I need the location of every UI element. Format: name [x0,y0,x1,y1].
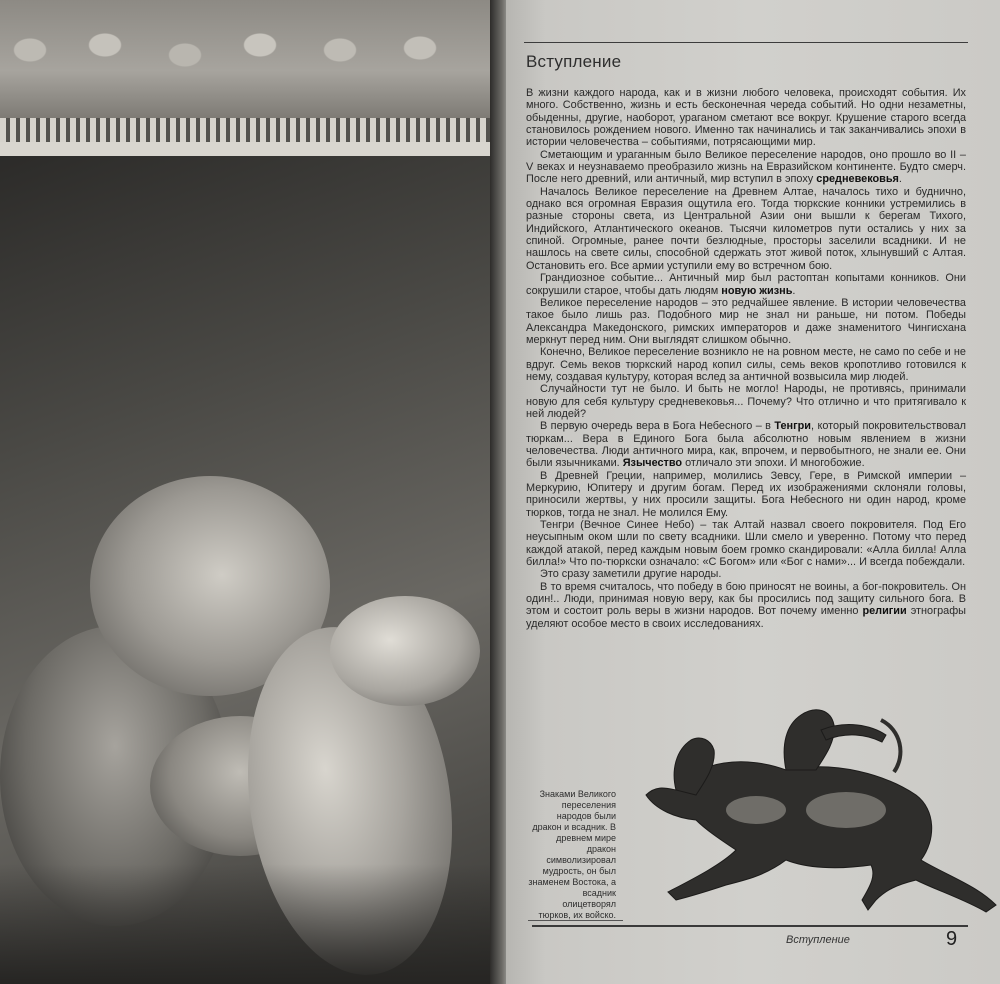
paragraph-text: Тенгри (Вечное Синее Небо) – так Алтай назвал своего покровителя. Под Его неусыпным оком шли по свету всадники. Шли смело и уверенно. Потому что перед каждой атакой, перед каждым новым боем громко скандировали: «Алла билла! Алла билла!» Что по-тюркски означало: «С Богом» или «Бог с нами»... И всегда побеждали. [526,519,966,569]
paragraph-text: . [792,284,796,297]
paragraph-text: В Древней Греции, например, молились Зевсу, Гере, в Римской империи – Меркурию, Юпитеру и другим богам. Перед их изображениями склоняли головы, приносили жертвы, у них просили защиты. Бога Небесного ни один народ, кроме тюрков, тогда не знал. Не молился Ему. [526,469,966,519]
paragraph-text: В жизни каждого народа, как и в жизни любого человека, происходят события. Их много. Собственно, жизнь и есть бесконечная череда событий. Но одни незаметны, обыденны, другие, наоборот, ураганом сметают все вокруг. Крушение старого всегда становилось рождением нового. Именно так начинались и так заканчивались эпохи в истории человечества – событиями, потрясающими мир. [526,87,966,149]
top-rule [524,42,968,43]
photo-shadow [0,864,497,984]
bold-term: Тенгри [774,420,812,433]
relief-dragon-head [330,596,480,706]
paragraph-text: , который покровительствовал тюркам... Вера в Единого Бога была абсолютно новым явлением в жизни человечества. Люди античного мира, как, впрочем, и первобытного, не знали ее. Они были язычниками. [526,420,966,470]
horse-rider-figurine [636,700,1000,925]
ornamental-frieze [0,0,497,118]
bold-term: средневековья [816,173,899,186]
footer-section-title: Вступление [786,934,850,946]
body-paragraph [526,470,966,519]
paragraph-text: Конечно, Великое переселение возникло не на ровном месте, не само по себе и не вдруг. Семь веков тюркский народ копил силы, семь веков кропотливо готовился к нему, создавая культуру, которая вслед за античной возвысила мир людей. [526,346,966,383]
body-paragraph [526,581,966,630]
paragraph-text: В первую очередь вера в Бога Небесного – в [540,420,775,433]
caption-rule [528,920,623,921]
body-paragraph [526,186,966,272]
body-paragraph [526,297,966,346]
paragraph-text: . [898,173,902,186]
paragraph-text: Сметающим и ураганным было Великое переселение народов, оно прошло во II – V веках и неузнаваемо преобразило жизнь на Евразийском континенте. Будто смерч. После него древний, или античный, мир вступил в эпоху [526,148,966,186]
page-title: Вступление [526,52,622,71]
body-text [526,87,966,630]
image-caption: Знаками Великого переселения народов были дракон и всадник. В древнем мире дракон символизировал мудрость, он был знаменем Востока, а всадник олицетворял тюрков, их войско. [528,789,616,920]
body-paragraph [526,149,966,186]
paragraph-text: Случайности тут не было. И быть не могло! Народы, не противясь, принимали новую для себя культуру средневековья... Почему? Что отлично и что притягивало к ней людей? [526,383,966,420]
body-paragraph [526,420,966,469]
paragraph-text: Это сразу заметили другие народы. [540,568,722,581]
paragraph-text: Началось Великое переселение на Древнем Алтае, началось тихо и буднично, однако вся огромная Евразия ощутила его. Тогда тюркские конники устремились в разные стороны света, из Центральной Азии они вышли к берегам Тихого, Индийского, Атлантического океанов. Тысячи километров пути остались у них за спиной. Огромные, ранее почти безлюдные, просторы заселили всадники. И не нашлось на свете силы, способной сдержать этот живой поток, хлынувший с Алтая. Остановить его. Все армии уступили ему во встречном бою. [526,185,966,272]
body-paragraph [526,272,966,297]
paragraph-text: отличало эти эпохи. И многобожие. [682,457,865,470]
body-paragraph [526,519,966,568]
left-page-photo [0,0,497,984]
body-paragraph [526,383,966,420]
right-page-text [506,0,1000,984]
body-paragraph [526,346,966,383]
paragraph-text: этнографы уделяют особое место в своих исследованиях. [526,605,966,630]
paragraph-text: Великое переселение народов – это редчайшее явление. В истории человечества такое было лишь раз. Подобного мир не знал ни раньше, ни потом. Победы Александра Македонского, римских императоров и даже знаменитого Чингисхана меркнут перед ним. Они выглядят слишком обычно. [526,296,966,346]
bold-term: религии [862,605,907,618]
paragraph-text: В то время считалось, что победу в бою приносят не воины, а бог-покровитель. Он один!.. Люди, принимая новую веру, как бы просились под защиту сильного бога. В этом и состоит роль веры в жизни народов. Вот почему именно [526,580,966,618]
bold-term: новую жизнь [721,284,793,297]
paragraph-text: Грандиозное событие... Античный мир был растоптан копытами конников. Они сокрушили старое, чтобы дать людям [526,272,966,297]
body-paragraph [526,568,966,580]
footer-rule [532,925,968,927]
bold-term: Язычество [622,457,683,470]
dragon-relief-photo [0,156,497,984]
body-paragraph [526,87,966,149]
frieze-dentil-band [0,118,497,142]
frieze-molding [0,142,497,156]
page-number: 9 [946,928,958,950]
